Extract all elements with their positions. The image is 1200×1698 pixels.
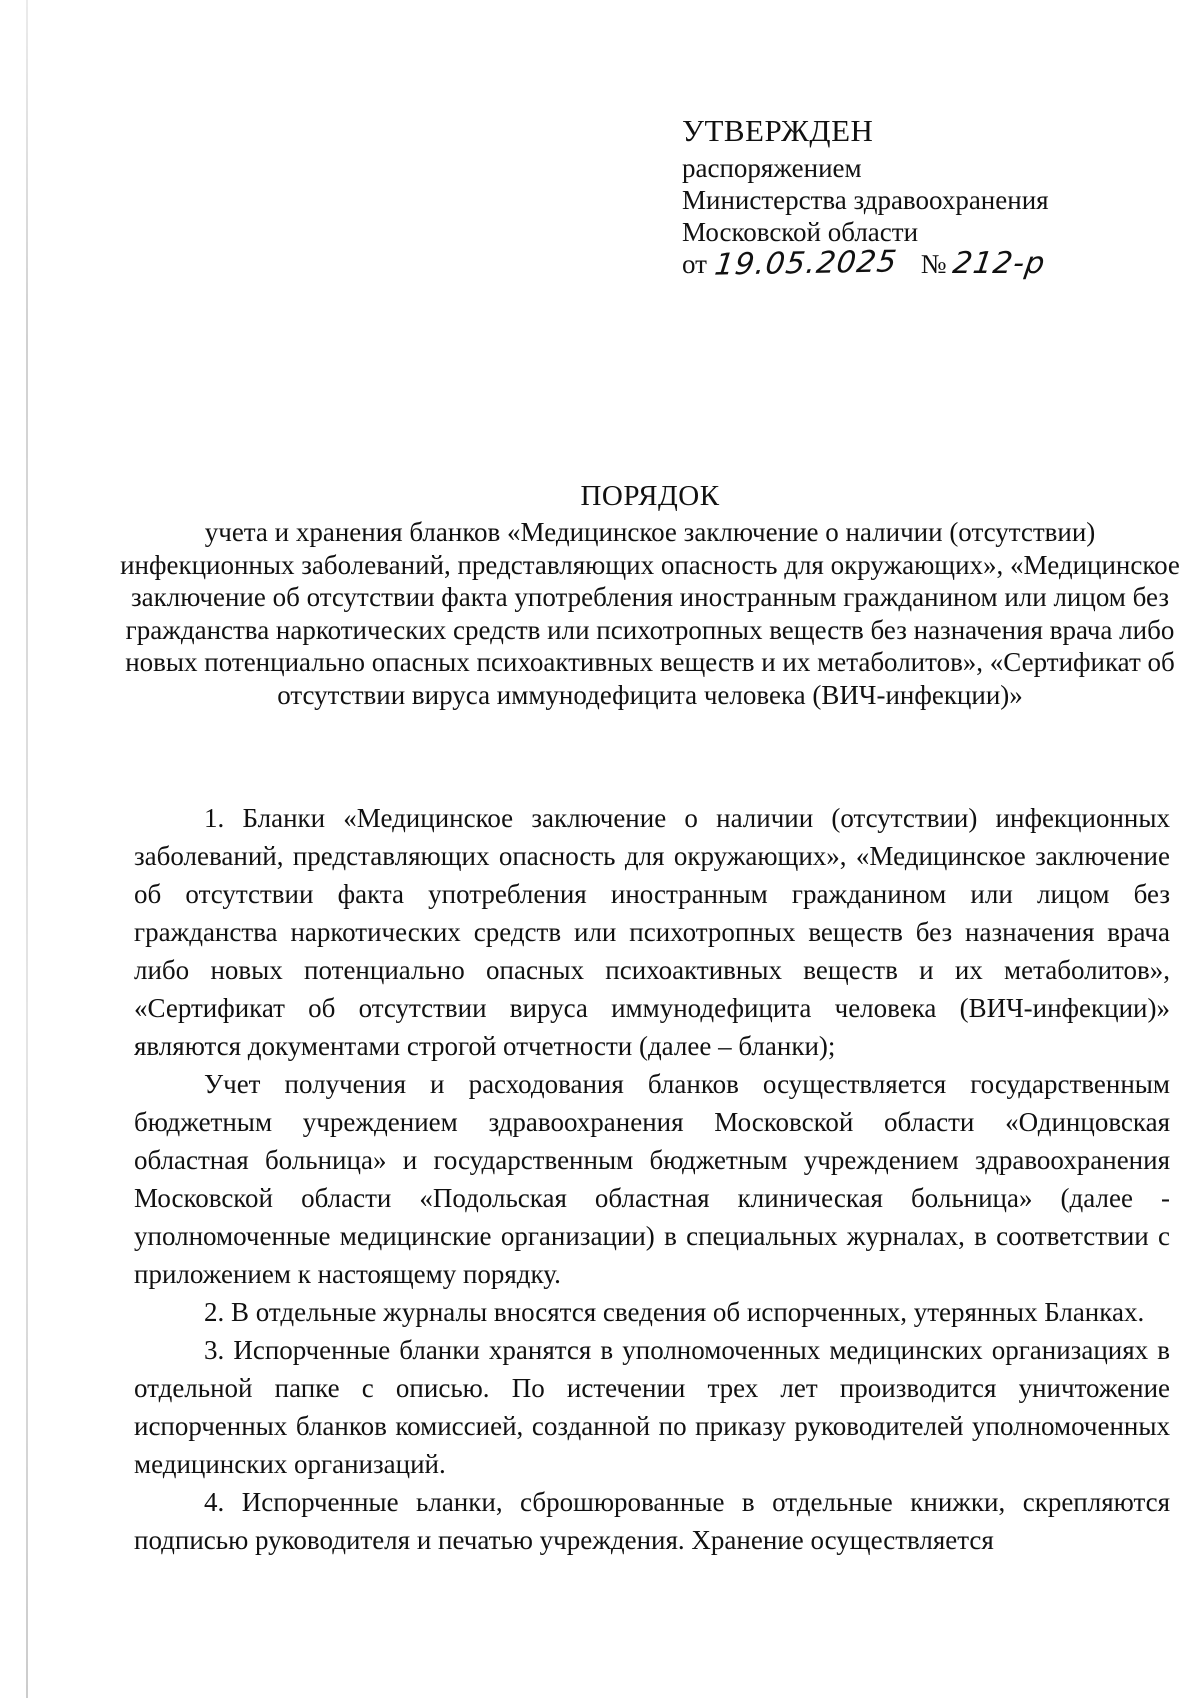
date-prefix: от bbox=[682, 249, 707, 279]
document-subtitle: учета и хранения бланков «Медицинское заключение о наличии (отсутствии) инфекционных заболеваний, представляющих опасность для окружающих», «Медицинское заключение об отсутствии факта употребления иностранным гражданином или лицом без гражданства наркотических средств или психотропных веществ без назначения врача либо новых потенциально опасных психоактивных веществ и их метаболитов», «Сертификат об отсутствии вируса иммунодефицита человека (ВИЧ-инфекции)» bbox=[120, 517, 1180, 710]
scan-left-edge bbox=[26, 0, 28, 1698]
handwritten-date: 19.05.2025 bbox=[712, 244, 900, 283]
approval-block bbox=[682, 112, 1049, 283]
document-title-block bbox=[120, 478, 1180, 711]
approval-line-2: Министерства здравоохранения bbox=[682, 185, 1049, 215]
approval-date-line bbox=[682, 244, 1049, 283]
number-sign: № bbox=[920, 249, 947, 279]
approval-line-3: Московской области bbox=[682, 217, 919, 247]
document-body bbox=[134, 799, 1170, 1559]
approval-heading: УТВЕРЖДЕН bbox=[682, 113, 874, 148]
handwritten-number: 212-р bbox=[950, 246, 1048, 281]
paragraph-4: 3. Испорченные бланки хранятся в уполномоченных медицинских организациях в отдельной папке с описью. По истечении трех лет производится уничтожение испорченных бланков комиссией, созданной по приказу руководителей уполномоченных медицинских организаций. bbox=[134, 1335, 1170, 1479]
document-title: ПОРЯДОК bbox=[580, 480, 720, 512]
paragraph-5: 4. Испорченные ьланки, сброшюрованные в отдельные книжки, скрепляются подписью руководителя и печатью учреждения. Хранение осуществляется bbox=[134, 1487, 1170, 1555]
paragraph-1: 1. Бланки «Медицинское заключение о наличии (отсутствии) инфекционных заболеваний, представляющих опасность для окружающих», «Медицинское заключение об отсутствии факта употребления иностранным гражданином или лицом без гражданства наркотических средств или психотропных веществ без назначения врача либо новых потенциально опасных психоактивных веществ и их метаболитов», «Сертификат об отсутствии вируса иммунодефицита человека (ВИЧ-инфекции)» являются документами строгой отчетности (далее – бланки); bbox=[134, 803, 1170, 1061]
paragraph-3: 2. В отдельные журналы вносятся сведения об испорченных, утерянных Бланках. bbox=[204, 1297, 1145, 1327]
paragraph-2: Учет получения и расходования бланков осуществляется государственным бюджетным учреждением здравоохранения Московской области «Одинцовская областная больница» и государственным бюджетным учреждением здравоохранения Московской области «Подольская областная клиническая больница» (далее - уполномоченные медицинские организации) в специальных журналах, в соответствии с приложением к настоящему порядку. bbox=[134, 1069, 1170, 1289]
approval-line-1: распоряжением bbox=[682, 153, 862, 183]
